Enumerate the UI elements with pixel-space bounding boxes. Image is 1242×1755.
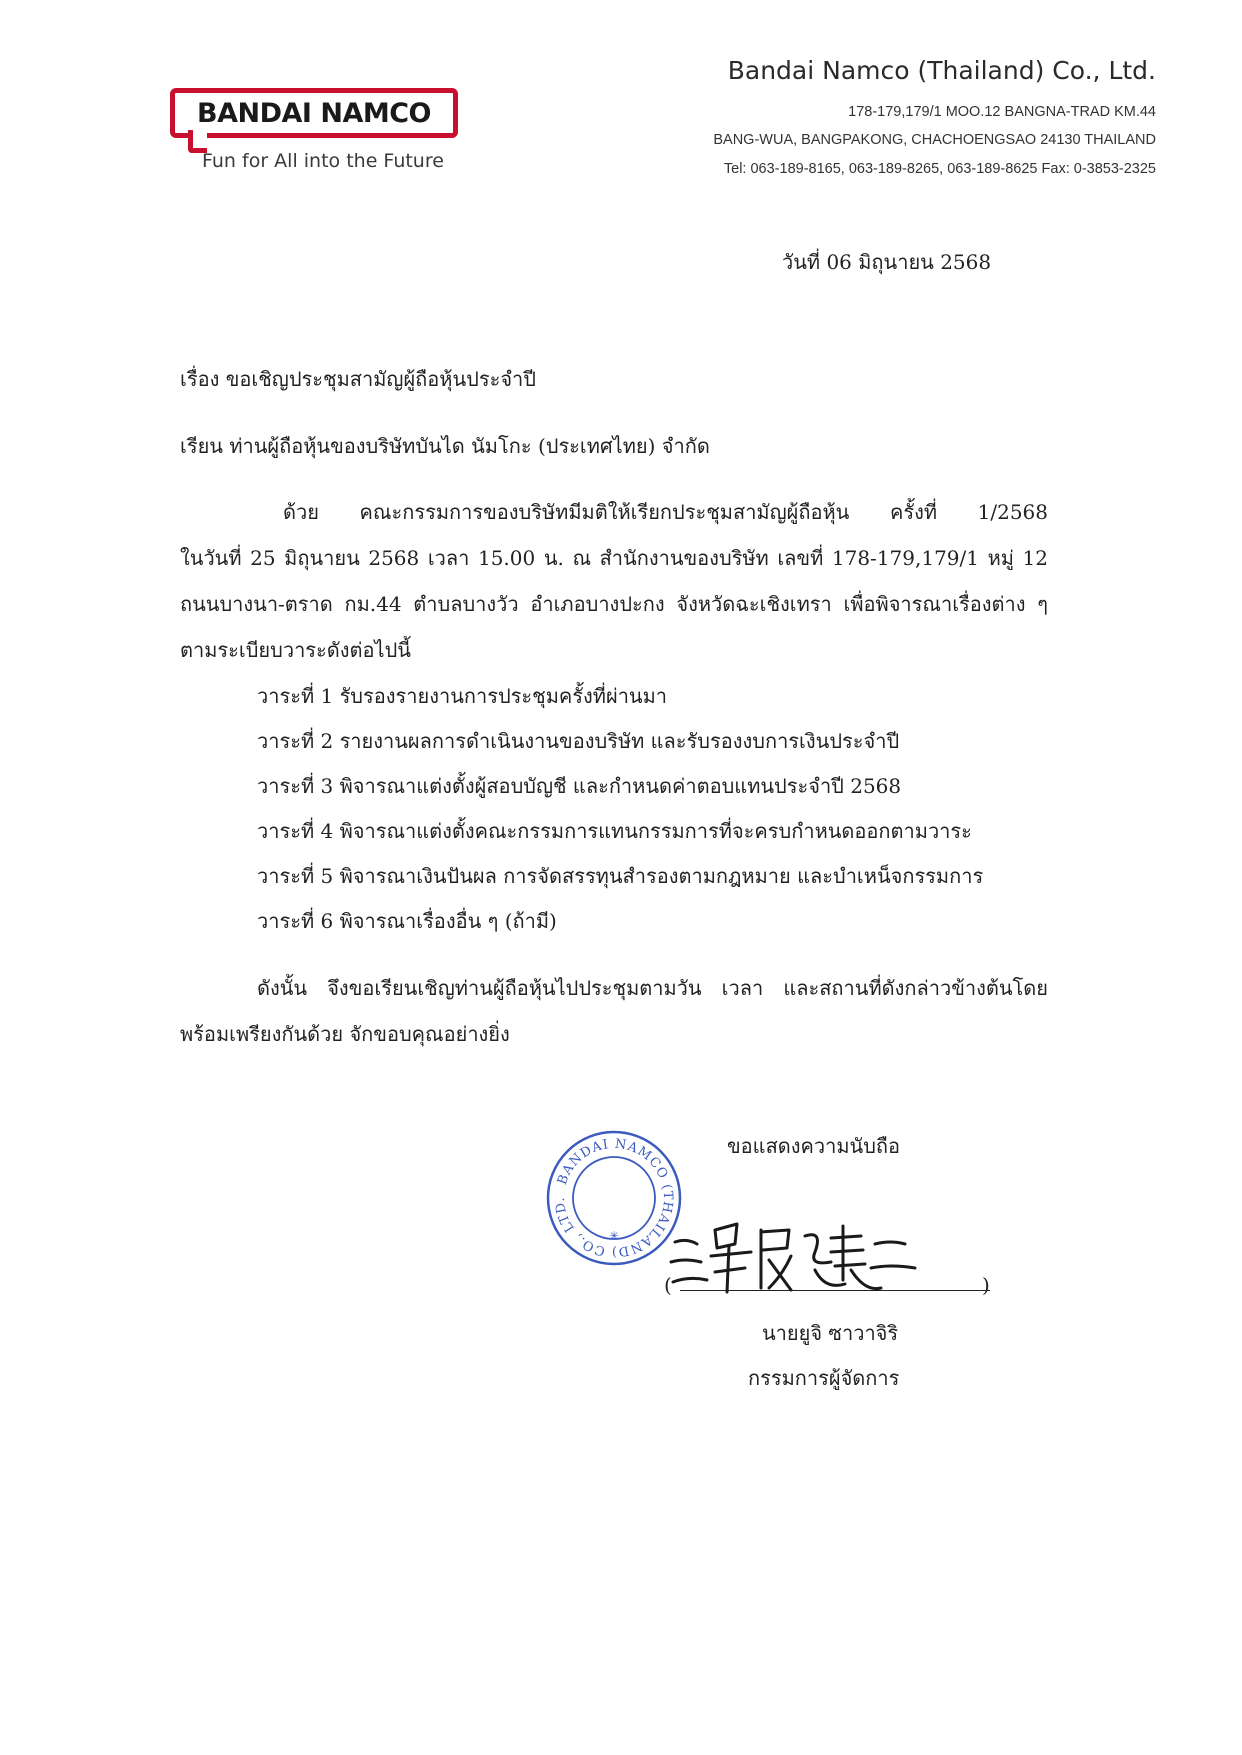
agenda-item-6: วาระที่ 6 พิจารณาเรื่องอื่น ๆ (ถ้ามี) (257, 909, 557, 933)
signature-paren-open: ( (664, 1273, 672, 1297)
agenda-item-3: วาระที่ 3 พิจารณาแต่งตั้งผู้สอบบัญชี และกำหนดค่าตอบแทนประจำปี 2568 (257, 774, 902, 798)
company-contact: Tel: 063-189-8165, 063-189-8265, 063-189-8625 Fax: 0-3853-2325 (723, 161, 1156, 177)
agenda-item-4: วาระที่ 4 พิจารณาแต่งตั้งคณะกรรมการแทนกรรมการที่จะครบกำหนดออกตามวาระ (257, 819, 972, 843)
agenda-item-5: วาระที่ 5 พิจารณาเงินปันผล การจัดสรรทุนสำรองตามกฎหมาย และบำเหน็จกรรมการ (257, 864, 984, 888)
handwritten-signature (665, 1200, 925, 1300)
signer-title: กรรมการผู้จัดการ (748, 1366, 900, 1390)
company-logo (170, 88, 458, 138)
agenda-item-2: วาระที่ 2 รายงานผลการดำเนินงานของบริษัท และรับรองงบการเงินประจำปี (257, 729, 900, 753)
company-name: Bandai Namco (Thailand) Co., Ltd. (727, 56, 1156, 85)
body-line-3: ถนนบางนา-ตราด กม.44 ตำบลบางวัว อำเภอบางปะกง จังหวัดฉะเชิงเทรา เพื่อพิจารณาเรื่องต่าง ๆ (180, 592, 1048, 616)
svg-text:✳: ✳ (608, 1229, 620, 1243)
company-address-line1: 178-179,179/1 MOO.12 BANGNA-TRAD KM.44 (848, 104, 1156, 120)
logo-wordmark: BANDAI NAMCO (197, 97, 431, 129)
sign-off: ขอแสดงความนับถือ (727, 1134, 901, 1158)
body-line-2: ในวันที่ 25 มิถุนายน 2568 เวลา 15.00 น. ณ สำนักงานของบริษัท เลขที่ 178-179,179/1 หมู่ 12 (180, 546, 1048, 570)
closing-line-1: ดังนั้น จึงขอเรียนเชิญท่านผู้ถือหุ้นไปประชุมตามวัน เวลา และสถานที่ดังกล่าวข้างต้นโดย (257, 976, 1048, 1000)
letter-recipient: เรียน ท่านผู้ถือหุ้นของบริษัทบันได นัมโกะ (ประเทศไทย) จำกัด (180, 434, 710, 458)
signer-name: นายยูจิ ซาวาจิริ (762, 1321, 899, 1345)
closing-line-2: พร้อมเพรียงกันด้วย จักขอบคุณอย่างยิ่ง (180, 1022, 510, 1046)
company-seal-stamp (544, 1128, 684, 1268)
company-address-line2: BANG-WUA, BANGPAKONG, CHACHOENGSAO 24130 THAILAND (713, 132, 1156, 148)
body-line-1: ด้วย คณะกรรมการของบริษัทมีมติให้เรียกประชุมสามัญผู้ถือหุ้น ครั้งที่ 1/2568 (283, 500, 1048, 524)
agenda-item-1: วาระที่ 1 รับรองรายงานการประชุมครั้งที่ผ่านมา (257, 684, 668, 708)
seal-text: BANDAI NAMCO (THAILAND) CO., LTD. (552, 1136, 676, 1260)
signature-paren-close: ) (982, 1273, 990, 1297)
body-line-4: ตามระเบียบวาระดังต่อไปนี้ (180, 638, 411, 662)
letter-date: วันที่ 06 มิถุนายน 2568 (782, 250, 992, 274)
letter-subject: เรื่อง ขอเชิญประชุมสามัญผู้ถือหุ้นประจำปี (180, 367, 536, 391)
logo-tagline: Fun for All into the Future (202, 150, 444, 172)
signature-line (680, 1290, 990, 1291)
